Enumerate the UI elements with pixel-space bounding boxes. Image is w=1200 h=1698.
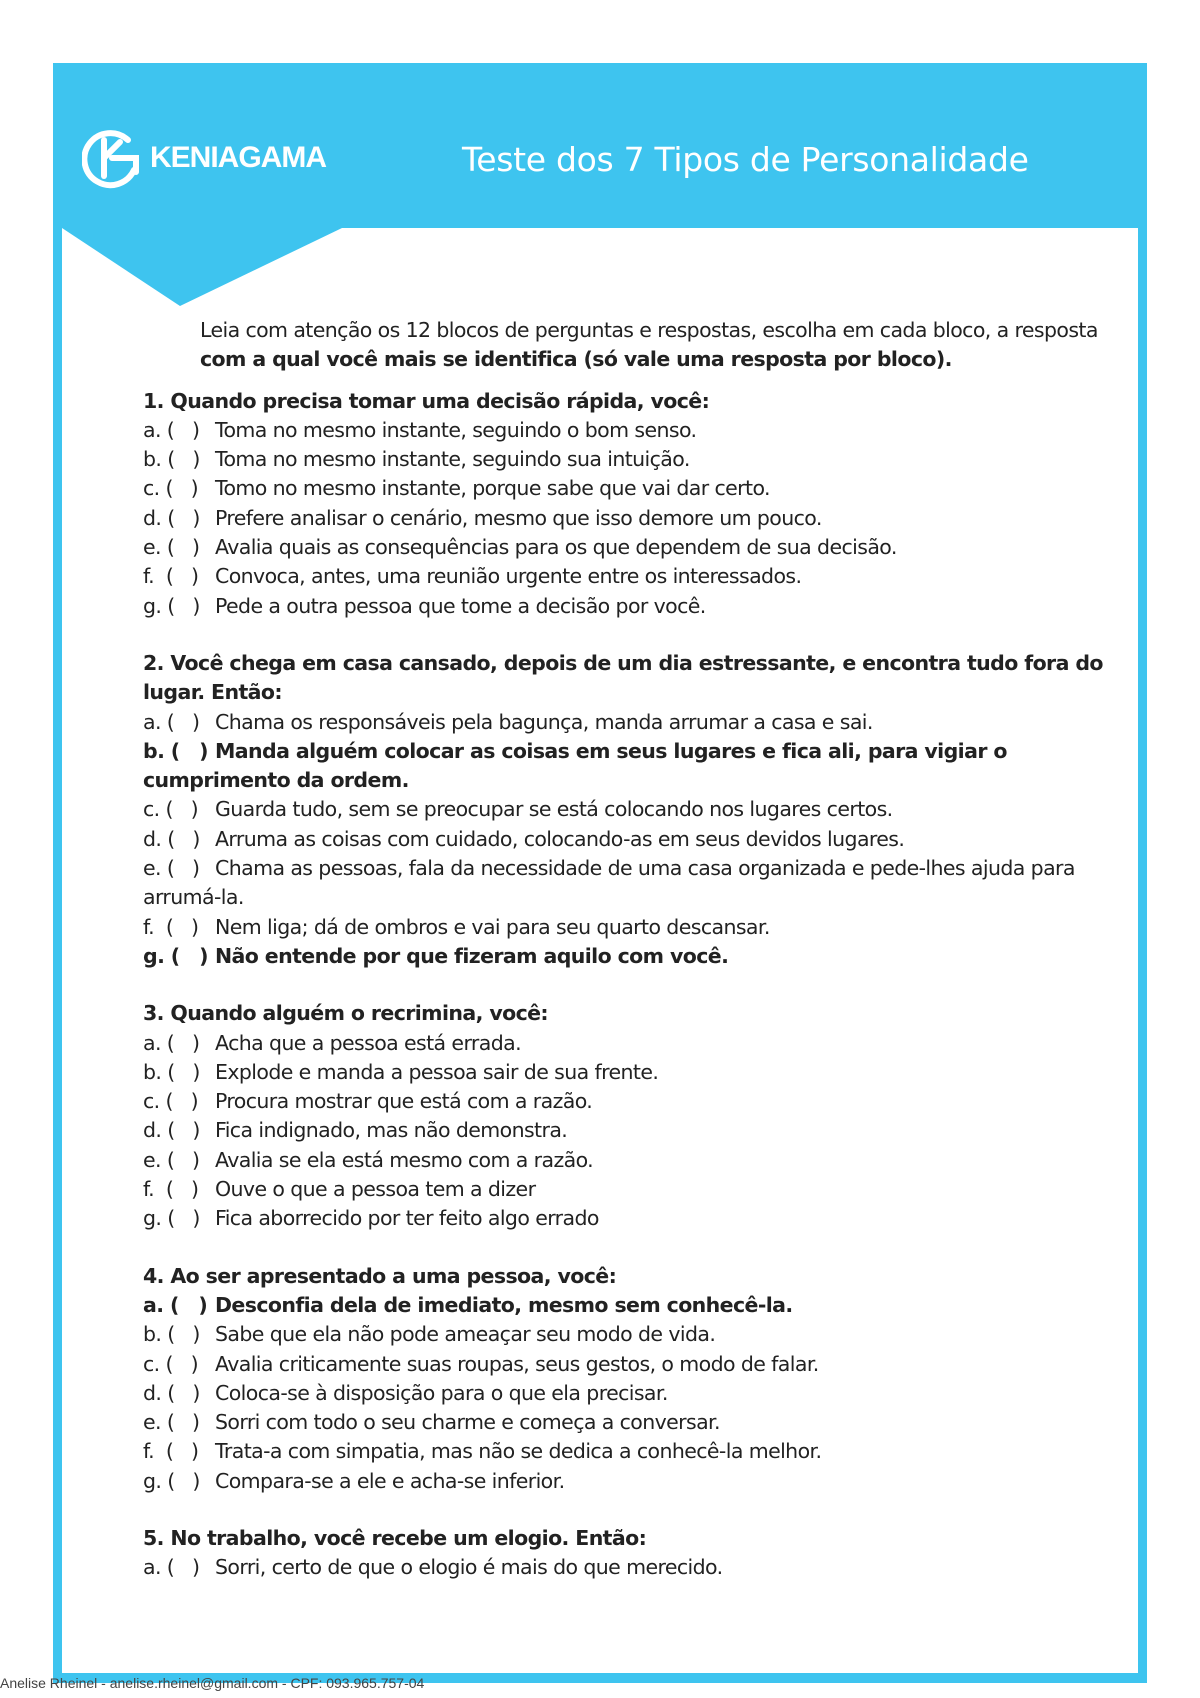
option-checkbox[interactable]: g. ( ) <box>143 593 200 618</box>
option-text: Acha que a pessoa está errada. <box>215 1030 521 1055</box>
option-text: Arruma as coisas com cuidado, colocando-as em seus devidos lugares. <box>215 826 905 851</box>
option-text: Coloca-se à disposição para o que ela precisar. <box>215 1380 668 1405</box>
instructions <box>143 316 1103 375</box>
option-text: Prefere analisar o cenário, mesmo que isso demore um pouco. <box>215 505 822 530</box>
option-text: Procura mostrar que está com a razão. <box>215 1089 593 1114</box>
option-checkbox[interactable]: d. ( ) <box>143 1380 200 1405</box>
option-text: Compara-se a ele e acha-se inferior. <box>215 1468 565 1493</box>
option-text: Explode e manda a pessoa sair de sua frente. <box>215 1059 659 1084</box>
answer-option[interactable] <box>143 942 1103 971</box>
option-checkbox[interactable]: a. ( ) <box>143 1030 200 1055</box>
option-text: Fica aborrecido por ter feito algo errado <box>215 1206 599 1231</box>
question-title: 5. No trabalho, você recebe um elogio. Então: <box>143 1525 647 1550</box>
option-text: Nem liga; dá de ombros e vai para seu quarto descansar. <box>215 914 770 939</box>
question-title: 1. Quando precisa tomar uma decisão rápida, você: <box>143 388 710 413</box>
option-text: Pede a outra pessoa que tome a decisão por você. <box>215 593 706 618</box>
answer-option[interactable] <box>143 1116 1103 1145</box>
answer-option[interactable] <box>143 533 1103 562</box>
question-title: 3. Quando alguém o recrimina, você: <box>143 1001 549 1026</box>
answer-option[interactable] <box>143 1146 1103 1175</box>
option-text: Tomo no mesmo instante, porque sabe que vai dar certo. <box>215 476 770 501</box>
option-checkbox[interactable]: b. ( ) <box>143 1059 200 1084</box>
answer-option[interactable] <box>143 795 1103 824</box>
option-text: Convoca, antes, uma reunião urgente entre os interessados. <box>215 564 802 589</box>
option-text: Avalia criticamente suas roupas, seus gestos, o modo de falar. <box>215 1351 819 1376</box>
instructions-line: Leia com atenção os 12 blocos de perguntas e respostas, escolha em cada bloco, a resposta <box>200 318 1098 342</box>
answer-option[interactable] <box>143 562 1103 591</box>
option-checkbox[interactable]: g. ( ) <box>143 943 208 968</box>
option-text: Ouve o que a pessoa tem a dizer <box>215 1177 536 1202</box>
option-text: Fica indignado, mas não demonstra. <box>215 1118 568 1143</box>
option-checkbox[interactable]: a. ( ) <box>143 417 200 442</box>
answer-option[interactable] <box>143 592 1103 621</box>
option-text: Desconfia dela de imediato, mesmo sem conhecê-la. <box>215 1292 793 1317</box>
answer-option[interactable] <box>143 1320 1103 1349</box>
answer-option[interactable] <box>143 1087 1103 1116</box>
option-checkbox[interactable]: c. ( ) <box>143 476 199 501</box>
answer-option[interactable] <box>143 708 1103 737</box>
option-checkbox[interactable]: c. ( ) <box>143 1351 199 1376</box>
option-checkbox[interactable]: f. ( ) <box>143 1439 199 1464</box>
answer-option[interactable] <box>143 1350 1103 1379</box>
answer-option[interactable] <box>143 913 1103 942</box>
option-text: Manda alguém colocar as coisas em seus lugares e fica ali, para vigiar o cumprimento da ordem. <box>143 738 1007 793</box>
brand-name: KENIAGAMA <box>150 141 326 174</box>
option-checkbox[interactable]: g. ( ) <box>143 1468 200 1493</box>
option-text: Chama as pessoas, fala da necessidade de uma casa organizada e pede-lhes ajuda para arrumá-la. <box>143 856 1075 910</box>
option-text: Sorri com todo o seu charme e começa a conversar. <box>215 1410 720 1435</box>
option-checkbox[interactable]: f. ( ) <box>143 914 199 939</box>
answer-option[interactable] <box>143 1029 1103 1058</box>
answer-option[interactable] <box>143 416 1103 445</box>
answer-option[interactable] <box>143 474 1103 503</box>
option-checkbox[interactable]: e. ( ) <box>143 856 200 881</box>
option-checkbox[interactable]: d. ( ) <box>143 826 200 851</box>
option-text: Sabe que ela não pode ameaçar seu modo de vida. <box>215 1322 716 1347</box>
question-title: 4. Ao ser apresentado a uma pessoa, você: <box>143 1263 617 1288</box>
option-text: Chama os responsáveis pela bagunça, manda arrumar a casa e sai. <box>215 709 873 734</box>
option-checkbox[interactable]: d. ( ) <box>143 505 200 530</box>
header-notch <box>62 228 342 308</box>
question-block <box>143 387 1103 621</box>
question-block <box>143 649 1103 971</box>
option-checkbox[interactable]: d. ( ) <box>143 1118 200 1143</box>
option-checkbox[interactable]: a. ( ) <box>143 709 200 734</box>
answer-option[interactable] <box>143 1204 1103 1233</box>
answer-option[interactable] <box>143 854 1103 913</box>
questionnaire <box>143 316 1103 1583</box>
answer-option[interactable] <box>143 1437 1103 1466</box>
kg-logo-icon <box>82 126 142 190</box>
question-title: 2. Você chega em casa cansado, depois de um dia estressante, e encontra tudo fora do lugar. Então: <box>143 650 1103 705</box>
footer-watermark: Anelise Rheinel - anelise.rheinel@gmail.com - CPF: 093.965.757-04 <box>0 1675 425 1691</box>
option-checkbox[interactable]: f. ( ) <box>143 564 199 589</box>
answer-option[interactable] <box>143 1175 1103 1204</box>
page-title: Teste dos 7 Tipos de Personalidade <box>462 140 1029 179</box>
answer-option[interactable] <box>143 1553 1103 1582</box>
answer-option[interactable] <box>143 504 1103 533</box>
question-block <box>143 999 1103 1233</box>
option-text: Avalia quais as consequências para os que dependem de sua decisão. <box>215 535 897 560</box>
option-checkbox[interactable]: f. ( ) <box>143 1177 199 1202</box>
answer-option[interactable] <box>143 825 1103 854</box>
option-checkbox[interactable]: b. ( ) <box>143 1322 200 1347</box>
answer-option[interactable] <box>143 1291 1103 1320</box>
question-block <box>143 1524 1103 1583</box>
answer-option[interactable] <box>143 737 1103 796</box>
option-checkbox[interactable]: b. ( ) <box>143 447 200 472</box>
option-text: Não entende por que fizeram aquilo com você. <box>215 943 729 968</box>
option-checkbox[interactable]: e. ( ) <box>143 535 200 560</box>
answer-option[interactable] <box>143 1379 1103 1408</box>
answer-option[interactable] <box>143 1467 1103 1496</box>
brand-logo <box>82 126 326 190</box>
option-checkbox[interactable]: b. ( ) <box>143 738 208 763</box>
option-checkbox[interactable]: c. ( ) <box>143 797 199 822</box>
option-text: Guarda tudo, sem se preocupar se está colocando nos lugares certos. <box>215 797 893 822</box>
answer-option[interactable] <box>143 1408 1103 1437</box>
option-text: Toma no mesmo instante, seguindo sua intuição. <box>215 447 690 472</box>
option-text: Toma no mesmo instante, seguindo o bom senso. <box>215 417 697 442</box>
option-checkbox[interactable]: e. ( ) <box>143 1147 200 1172</box>
answer-option[interactable] <box>143 1058 1103 1087</box>
answer-option[interactable] <box>143 445 1103 474</box>
instructions-line-bold: com a qual você mais se identifica (só vale uma resposta por bloco). <box>200 347 952 372</box>
question-block <box>143 1262 1103 1496</box>
option-text: Sorri, certo de que o elogio é mais do que merecido. <box>215 1555 723 1580</box>
option-text: Avalia se ela está mesmo com a razão. <box>215 1147 594 1172</box>
option-checkbox[interactable]: c. ( ) <box>143 1089 199 1114</box>
option-checkbox[interactable]: e. ( ) <box>143 1410 200 1435</box>
option-checkbox[interactable]: a. ( ) <box>143 1555 200 1580</box>
question-list <box>143 387 1103 1583</box>
option-checkbox[interactable]: a. ( ) <box>143 1292 208 1317</box>
option-checkbox[interactable]: g. ( ) <box>143 1206 200 1231</box>
option-text: Trata-a com simpatia, mas não se dedica a conhecê-la melhor. <box>215 1439 822 1464</box>
